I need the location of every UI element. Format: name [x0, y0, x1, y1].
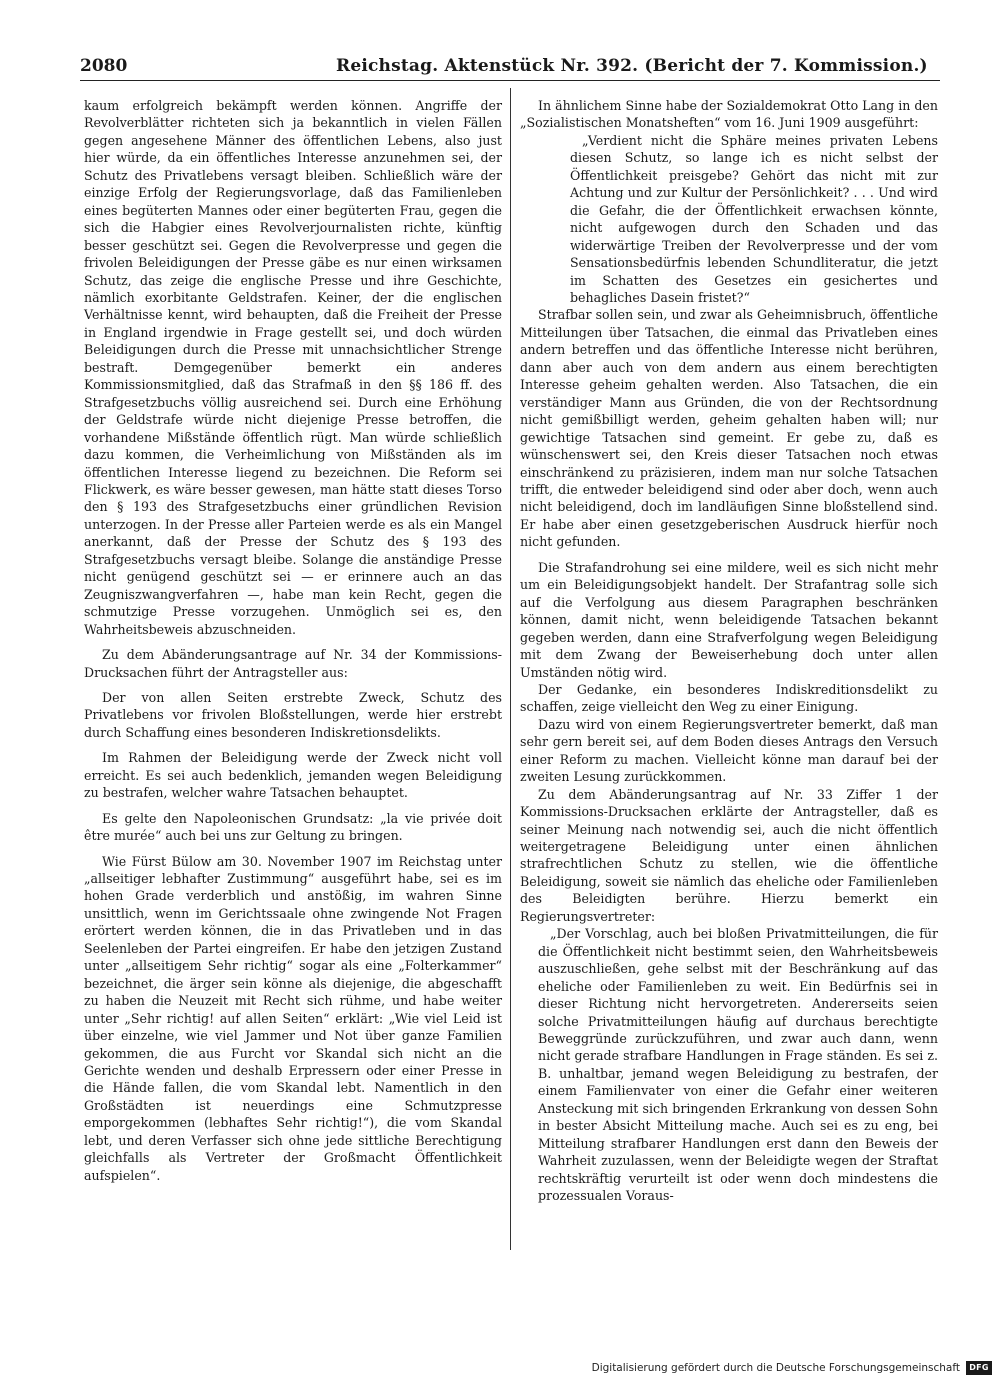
block-quote: „Verdient nicht die Sphäre meines privaten Lebens diesen Schutz, so lange ich es nicht selbst der Öffentlichkeit preisgebe? Gehört das nicht mit zur Achtung und zur Kultur der Persönlichkeit? . . . Und wird die Gefahr, die der Öffentlichkeit erwachsen könnte, nicht aufgewogen durch den Schaden und das widerwärtige Treiben der Revolverpresse und der vom Sensationsbedürfnis lebenden Schundliteratur, die jetzt im Schatten des Gesetzes ein gesichertes und behagliches Dasein fristet?“ — [570, 132, 938, 305]
paragraph: Dazu wird von einem Regierungsvertreter bemerkt, daß man sehr gern bereit sei, auf dem Boden dieses Antrags den Versuch einer Reform zu machen. Vielleicht könne man darauf bei der zweiten Lesung zurückkommen. — [520, 716, 938, 785]
dfg-logo-icon: DFG — [966, 1361, 992, 1375]
page-header — [80, 56, 940, 80]
paragraph: kaum erfolgreich bekämpft werden können. Angriffe der Revolverblätter richteten sich ja bekanntlich in vielen Fällen gegen angesehene Männer des öffentlichen Lebens, also just hier würde, da ein öffentliches Interesse anzunehmen sei, der Schutz des Privatlebens versagt bleiben. Schließlich wäre der einzige Erfolg der Regierungsvorlage, daß das Familienleben eines begüterten Mannes oder einer begüterten Frau, gegen die sich die Habgier eines Revolverjournalisten richte, künftig besser geschützt sei. Gegen die Revolverpresse und gegen die frivolen Beleidigungen der Presse gäbe es nur einen wirksamen Schutz, das zeige die englische Presse und ihre Geschichte, nämlich exorbitante Geldstrafen. Keiner, der die englischen Verhältnisse kennt, wird behaupten, daß die Freiheit der Presse in England irgendwie in Frage gestellt sei, und doch würden Beleidigungen durch die Presse mit unnachsichtlicher Strenge bestraft. Demgegenüber bemerkt ein anderes Kommissionsmitglied, daß das Strafmaß in den §§ 186 ff. des Strafgesetzbuchs völlig ausreichend sei. Durch eine Erhöhung der Geldstrafe würde nicht diejenige Presse betroffen, die vorhandene Mißstände öffentlich rügt. Man würde schließlich dazu kommen, die Verheimlichung von Mißständen als im öffentlichen Interesse liegend zu bezeichnen. Die Reform sei Flickwerk, es wäre besser gewesen, man hätte statt dieses Torso den § 193 des Strafgesetzbuchs einer gründlichen Revision unterzogen. In der Presse aller Parteien werde es als ein Mangel anerkannt, daß der Presse der Schutz des § 193 des Strafgesetzbuchs versagt bleibe. Solange die anständige Presse nicht genügend geschützt sei — er erinnere auch an das Zeugniszwangverfahren —, habe man kein Recht, gegen die schmutzige Presse vorzugehen. Unmöglich sei es, den Wahrheitsbeweis abzuschneiden. — [84, 98, 502, 637]
footer-credit — [592, 1359, 992, 1377]
paragraph: In ähnlichem Sinne habe der Sozialdemokrat Otto Lang in den „Sozialistischen Monatsheften“ vom 16. Juni 1909 ausgeführt: — [520, 98, 938, 131]
paragraph: Wie Fürst Bülow am 30. November 1907 im Reichstag unter „allseitiger lebhafter Zustimmung“ ausgeführt habe, sei es im hohen Grade verderblich und anstößig, im wahren Sinne unsittlich, wenn im Gerichtssaale ohne zwingende Not Fragen erörtert werden können, die in das Privatleben und in das Seelenleben der Partei eingreifen. Er habe den jetzigen Zustand unter „allseitigem Sehr richtig“ sogar als eine „Folterkammer“ bezeichnet, die ärger sein könne als diejenige, die abgeschafft zu haben die Neuzeit mit Recht sich rühme, und habe weiter unter „Sehr richtig! auf allen Seiten“ erklärt: „Wie viel Leid ist über einzelne, wie viel Jammer und Not über ganze Familien gekommen, die aus Furcht vor Skandal sich nicht an die Gerichte wenden und deshalb Erpressern oder einer Presse in die Hände fallen, die vom Skandal lebt. Namentlich in den Großstädten ist neuerdings eine Schmutzpresse emporgekommen (lebhaftes Sehr richtig!“), die vom Skandal lebt, und deren Verfasser sich ohne jede sittliche Berechtigung gleichfalls als Vertreter der Großmacht Öffentlichkeit aufspielen“. — [84, 853, 502, 1183]
footer-text: Digitalisierung gefördert durch die Deutsche Forschungsgemeinschaft — [591, 1362, 960, 1374]
column-separator — [510, 88, 511, 1250]
paragraph: Strafbar sollen sein, und zwar als Geheimnisbruch, öffentliche Mitteilungen über Tatsachen, die einmal das Privatleben eines andern betreffen und das öffentliche Interesse nicht berühren, dann aber auch von dem andern aus einem berechtigten Interesse geheim gehalten werden. Also Tatsachen, die ein verständiger Mann aus Gründen, die von der Rechtsordnung nicht gemißbilligt werden, geheim gehalten haben will; nur gewichtige Tatsachen sind gemeint. Er gebe zu, daß es wünschenswert sei, den Kreis dieser Tatsachen noch etwas einschränkend zu präzisieren, indem man nur solche Tatsachen trifft, die entweder beleidigend sind oder aber doch, wenn auch nicht beleidigend, doch im landläufigen Sinne bloßstellend sind. Er habe aber einen gesetzgeberischen Ausdruck hierfür noch nicht gefunden. — [520, 307, 938, 550]
block-quote: „Der Vorschlag, auch bei bloßen Privatmitteilungen, die für die Öffentlichkeit nicht bestimmt seien, den Wahrheitsbeweis auszuschließen, gehe selbst mit der Beschränkung auf das eheliche oder Familienleben zu weit. Ein Bedürfnis sei in dieser Richtung nicht hervorgetreten. Andererseits seien solche Privatmitteilungen häufig auf durchaus berechtigte Beweggründe zurückzuführen, und zwar auch dann, wenn nicht gerade strafbare Handlungen in Frage ständen. Es sei z. B. unhaltbar, jemand wegen Beleidigung zu bestrafen, der einem Familienvater von einer die Gefahr einer weiteren Ansteckung mit sich bringenden Erkrankung von dessen Sohn in bester Absicht Mitteilung mache. Auch sei es zu eng, bei Mitteilung strafbarer Handlungen erst dann den Beweis der Wahrheit zuzulassen, wenn der Beleidigte wegen der Straftat rechtskräftig verurteilt ist oder wenn doch mindestens die prozessualen Voraus- — [538, 926, 938, 1204]
header-rule — [80, 80, 940, 81]
right-column — [520, 97, 938, 1205]
paragraph: Zu dem Abänderungsantrag auf Nr. 33 Ziffer 1 der Kommissions-Drucksachen erklärte der Antragsteller, daß es seiner Meinung nach notwendig sei, auch die nicht öffentlich weitergetragene Beleidigung unter einen ähnlichen strafrechtlichen Schutz zu stellen, wie die öffentliche Beleidigung, soweit sie nämlich das eheliche oder Familienleben des Beleidigten berühre. Hierzu bemerkt ein Regierungsvertreter: — [520, 786, 938, 924]
paragraph: Der Gedanke, ein besonderes Indiskreditionsdelikt zu schaffen, zeige vielleicht den Weg zu einer Einigung. — [520, 681, 938, 715]
paragraph: Zu dem Abänderungsantrage auf Nr. 34 der Kommissions-Drucksachen führt der Antragsteller aus: — [84, 647, 502, 680]
paragraph: Der von allen Seiten erstrebte Zweck, Schutz des Privatlebens vor frivolen Bloßstellungen, werde hier erstrebt durch Schaffung eines besonderen Indiskretionsdelikts. — [84, 689, 502, 740]
paragraph: Die Strafandrohung sei eine mildere, weil es sich nicht mehr um ein Beleidigungsobjekt handelt. Der Strafantrag solle sich auf die Verfolgung aus diesem Paragraphen beschränken können, damit nicht, wenn beleidigende Tatsachen bekannt gegeben werden, dann eine Strafverfolgung wegen Beleidigung mit dem Zwang der Beweiserhebung doch unter allen Umständen nötig wird. — [520, 559, 938, 680]
page-number: 2080 — [80, 56, 128, 76]
left-column — [84, 97, 502, 1184]
paragraph: Im Rahmen der Beleidigung werde der Zweck nicht voll erreicht. Es sei auch bedenklich, jemanden wegen Beleidigung zu bestrafen, welcher wahre Tatsachen behauptet. — [84, 750, 502, 801]
running-title: Reichstag. Aktenstück Nr. 392. (Bericht der 7. Kommission.) — [336, 56, 928, 76]
paragraph: Es gelte den Napoleonischen Grundsatz: „la vie privée doit être murée“ auch bei uns zur Geltung zu bringen. — [84, 810, 502, 844]
